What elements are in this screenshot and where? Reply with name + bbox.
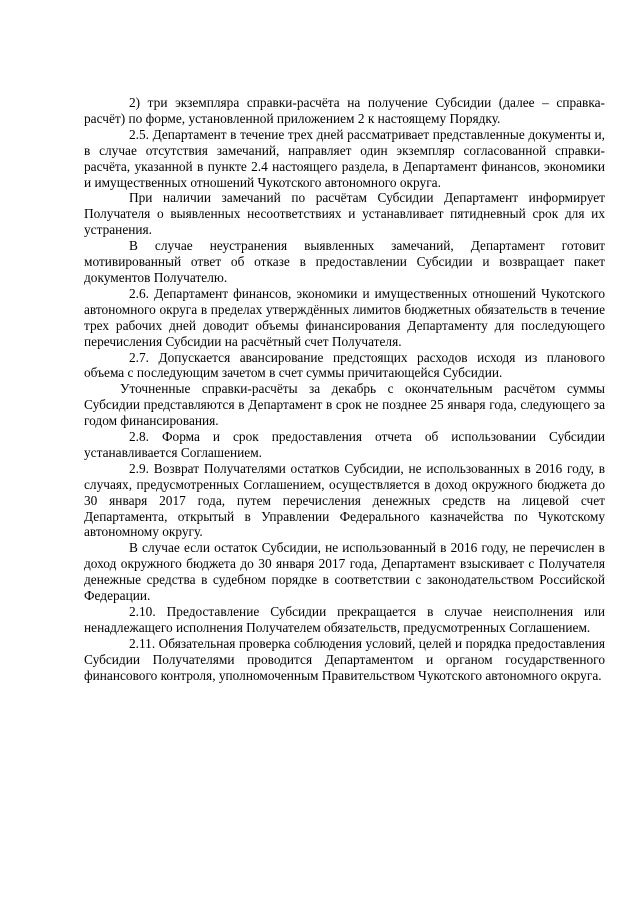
document-page <box>84 95 605 684</box>
paragraph-item-2-clause: 2) три экземпляра справки-расчёта на получение Субсидии (далее – справка-расчёт) по форме, установленной приложением 2 к настоящему Порядку. <box>84 95 605 126</box>
paragraph-refusal: В случае неустранения выявленных замечаний, Департамент готовит мотивированный ответ об отказе в предоставлении Субсидии и возвращает пакет документов Получателю. <box>84 238 605 285</box>
paragraph-remarks: При наличии замечаний по расчётам Субсидии Департамент информирует Получателя о выявленных несоответствиях и устанавливает пятидневный срок для их устранения. <box>84 190 605 238</box>
paragraph-2-11: 2.11. Обязательная проверка соблюдения условий, целей и порядка предоставления Субсидии Получателями проводится Департаментом и органом государственного финансового контроля, уполномоченным Правительством Чукотского автономного округа. <box>84 635 605 683</box>
paragraph-recovery: В случае если остаток Субсидии, не использованный в 2016 году, не перечислен в доход окружного бюджета до 30 января 2017 года, Департамент взыскивает с Получателя денежные средства в судебном порядке в соответствии с законодательством Российской Федерации. <box>84 540 605 604</box>
paragraph-2-9: 2.9. Возврат Получателями остатков Субсидии, не использованных в 2016 году, в случаях, предусмотренных Соглашением, осуществляется в доход окружного бюджета до 30 января 2017 года, путем перечисления денежных средств на лицевой счет Департамента, открытый в Управлении Федерального казначейства по Чукотскому автономному округу. <box>84 460 605 540</box>
paragraph-december-reports: Уточненные справки-расчёты за декабрь с окончательным расчётом суммы Субсидии представляются в Департамент в срок не позднее 25 января года, следующего за годом финансирования. <box>84 381 605 429</box>
paragraph-2-8: 2.8. Форма и срок предоставления отчета об использовании Субсидии устанавливается Соглашением. <box>84 429 605 460</box>
paragraph-2-7: 2.7. Допускается авансирование предстоящих расходов исходя из планового объема с последующим зачетом в счет суммы причитающейся Субсидии. <box>84 349 605 381</box>
paragraph-2-5: 2.5. Департамент в течение трех дней рассматривает представленные документы и, в случае отсутствия замечаний, направляет один экземпляр согласованной справки-расчёта, указанной в пункте 2.4 настоящего раздела, в Департамент финансов, экономики и имущественных отношений Чукотского автономного округа. <box>84 126 605 190</box>
paragraph-2-6: 2.6. Департамент финансов, экономики и имущественных отношений Чукотского автономного округа в пределах утверждённых лимитов бюджетных обязательств в течение трех рабочих дней доводит объемы финансирования Департаменту для последующего перечисления Субсидии на расчётный счет Получателя. <box>84 285 605 349</box>
paragraph-2-10: 2.10. Предоставление Субсидии прекращается в случае неисполнения или ненадлежащего исполнения Получателем обязательств, предусмотренных Соглашением. <box>84 604 605 635</box>
